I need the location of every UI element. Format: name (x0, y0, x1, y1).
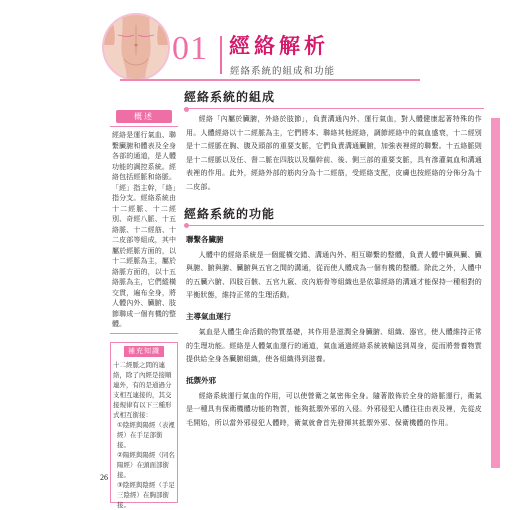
chapter-header (0, 0, 520, 92)
page-edge-strip (491, 118, 500, 468)
subheading-connect-organs: 聯繫各臟腑 (186, 234, 224, 244)
supplement-item: ③陰經與陰經（手足三陰經）在胸部銜接。 (117, 480, 175, 509)
chapter-subtitle: 經絡系統的組成和功能 (230, 66, 336, 77)
supplement-item: ①陰經與陽經（表裡經）在手足部銜接。 (117, 420, 175, 449)
section-title-composition (184, 88, 484, 109)
section-paragraph: 氣血是人體生命活動的物質基礎，其作用是滋潤全身臟腑、組織、器官，使人體維持正常的生理功能。經絡是人體氣血運行的通道，氣血通過經絡系統被輸送到周身，從而將營養物質提供給全身各臟腑組織，使各組織得到滋養。 (186, 327, 482, 364)
torso-illustration (104, 15, 168, 79)
main-content (184, 88, 484, 431)
sidebar (110, 110, 178, 509)
section-paragraph: 人體中的經絡系統是一個縱橫交錯、溝通內外、相互聯繫的整體，負責人體中臟與臟、臟與腑、腑與腑、臟腑與五官之間的溝通，從而使人體成為一個有機的整體。除此之外，人體中的五臟六腑、四肢百骸、五官九竅、皮內筋骨等組織也是依靠經絡的溝通才能保持一種相對的平衡狀態，維持正常的生理活動。 (186, 250, 482, 300)
supplement-intro: 十二經脈之間的連絡，除了內經是接順連外，有的是通過分支相互連接的，其交接規律有以下三種形式相互銜接： (113, 360, 172, 419)
chapter-title: 經絡解析 (229, 34, 329, 58)
subheading-defense: 抵禦外邪 (186, 375, 216, 385)
subheading-qi-blood: 主導氣血運行 (186, 311, 231, 321)
title-dot (184, 223, 189, 228)
header-rule (120, 79, 420, 81)
section-paragraph: 經絡「內屬於臟腑，外絡於肢節」，負責溝通內外、運行氣血，對人體健康起著特殊的作用。人體經絡以十二經脈為主，它們將本、聯絡其他經絡，調節經絡中的氣血盛衰，十二經別是十二經脈在胸、腹及頭部的重要支脈，它們負責溝通臟腑，加強表裡經的聯繫。十五絡脈則是十二經脈以及任、督二脈在四肢以及驅幹前、後、側三部的重要支脈，具有滲灌氣血和溝通表裡的作用。此外，經絡外部的筋肉分為十二經筋，受經絡支配，皮膚也按經絡的分佈分為十二皮部。 (186, 115, 482, 191)
sidebar-tag: 概述 (116, 110, 172, 123)
section-title-text: 經絡系統的組成 (184, 90, 276, 104)
section-paragraph: 經絡系統運行氣血的作用，可以使營衛之氣密佈全身。隨著散佈於全身的絡脈運行，衛氣是一種具有保衛機體功能的物質，能夠抵禦外邪的入侵。外邪侵犯人體往往由表及裡，先從皮毛開始，所以當外邪侵犯人體時，衛氣就會首先發揮其抵禦外邪、保衛機體的作用。 (186, 391, 482, 427)
chapter-divider (220, 36, 222, 74)
title-dot (184, 107, 189, 112)
chapter-number: 01 (172, 30, 208, 67)
supplement-box (110, 342, 178, 509)
section-title-function (184, 205, 484, 226)
torso-image (104, 15, 168, 79)
page-number: 26 (100, 473, 108, 482)
supplement-tag: 補充知識 (124, 346, 164, 357)
sidebar-summary: 經絡是運行氣血、聯繫臟腑和體表及全身各部的通道，是人體功能的調控系統。經絡包括經脈和絡脈。「經」指主幹，「絡」指分支。經絡系統由十二經脈、十二經別、奇經八脈、十五絡脈、十二經筋、十二皮部等組成，其中屬於經脈方面的，以十二經脈為主，屬於絡脈方面的，以十五絡脈為主，它們縱橫交貫，遍布全身，將人體內外、臟腑、肢節聯成一個有機的整體。 (110, 126, 178, 334)
supplement-item: ②陽經與陽經（同名陽經）在頭面部銜接。 (117, 450, 175, 479)
section-title-text: 經絡系統的功能 (184, 206, 276, 221)
